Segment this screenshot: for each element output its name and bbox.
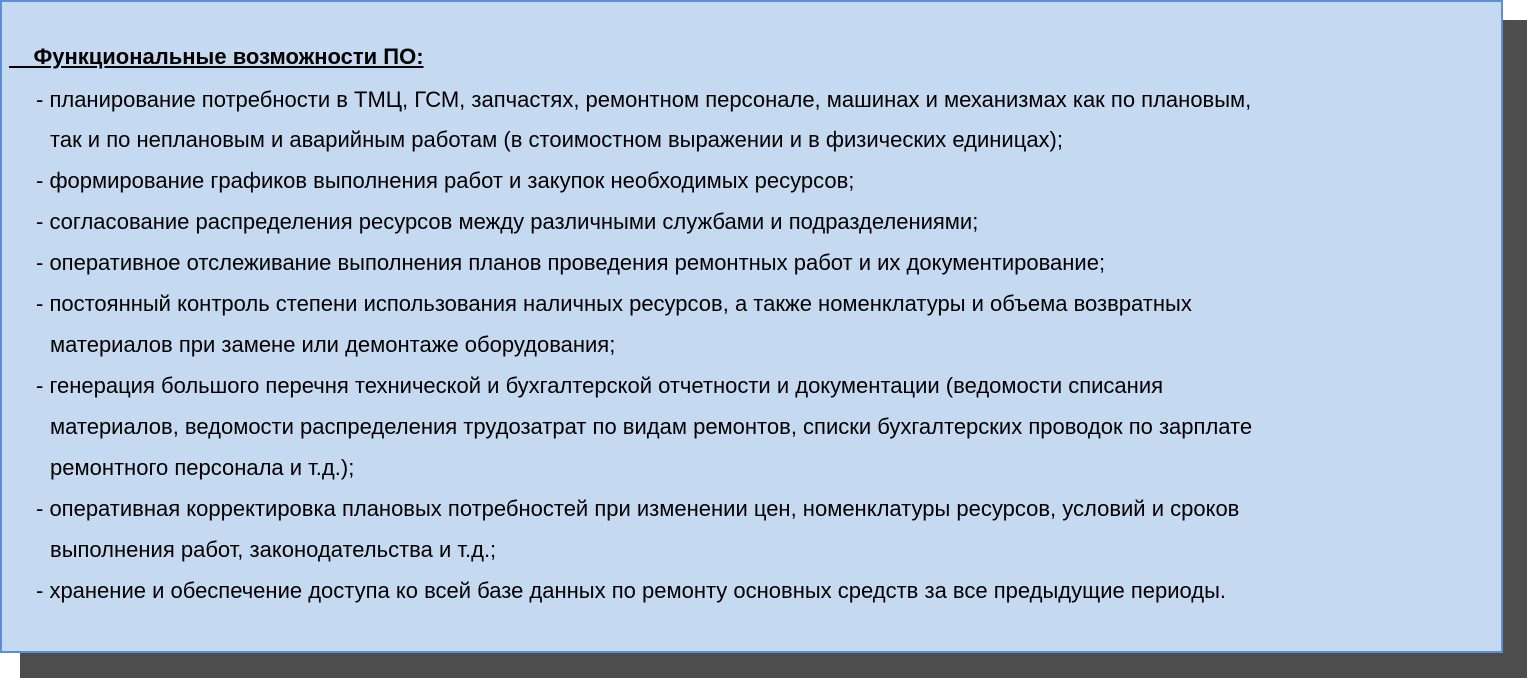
features-heading: Функциональные возможности ПО: (9, 44, 424, 69)
feature-line-10: ремонтного персонала и т.д.); (50, 455, 355, 480)
feature-line-7: материалов при замене или демонтаже оборудования; (50, 332, 616, 357)
feature-line-2: так и по неплановым и аварийным работам (в стоимостном выражении и в физических единицах); (50, 127, 1063, 152)
feature-line-12: выполнения работ, законодательства и т.д.; (50, 537, 497, 562)
feature-line-11: - оперативная корректировка плановых потребностей при изменении цен, номенклатуры ресурсов, условий и сроков (36, 496, 1240, 521)
feature-line-1: - планирование потребности в ТМЦ, ГСМ, запчастях, ремонтном персонале, машинах и механизмах как по плановым, (36, 87, 1252, 112)
feature-line-9: материалов, ведомости распределения трудозатрат по видам ремонтов, списки бухгалтерских проводок по зарплате (50, 414, 1253, 439)
feature-line-6: - постоянный контроль степени использования наличных ресурсов, а также номенклатуры и объема возвратных (36, 291, 1192, 316)
feature-line-4: - согласование распределения ресурсов между различными службами и подразделениями; (36, 209, 979, 234)
feature-line-5: - оперативное отслеживание выполнения планов проведения ремонтных работ и их документирование; (36, 250, 1106, 275)
feature-line-3: - формирование графиков выполнения работ и закупок необходимых ресурсов; (36, 168, 855, 193)
feature-line-8: - генерация большого перечня технической и бухгалтерской отчетности и документации (ведомости списания (36, 373, 1164, 398)
feature-line-13: - хранение и обеспечение доступа ко всей базе данных по ремонту основных средств за все предыдущие периоды. (36, 578, 1227, 603)
